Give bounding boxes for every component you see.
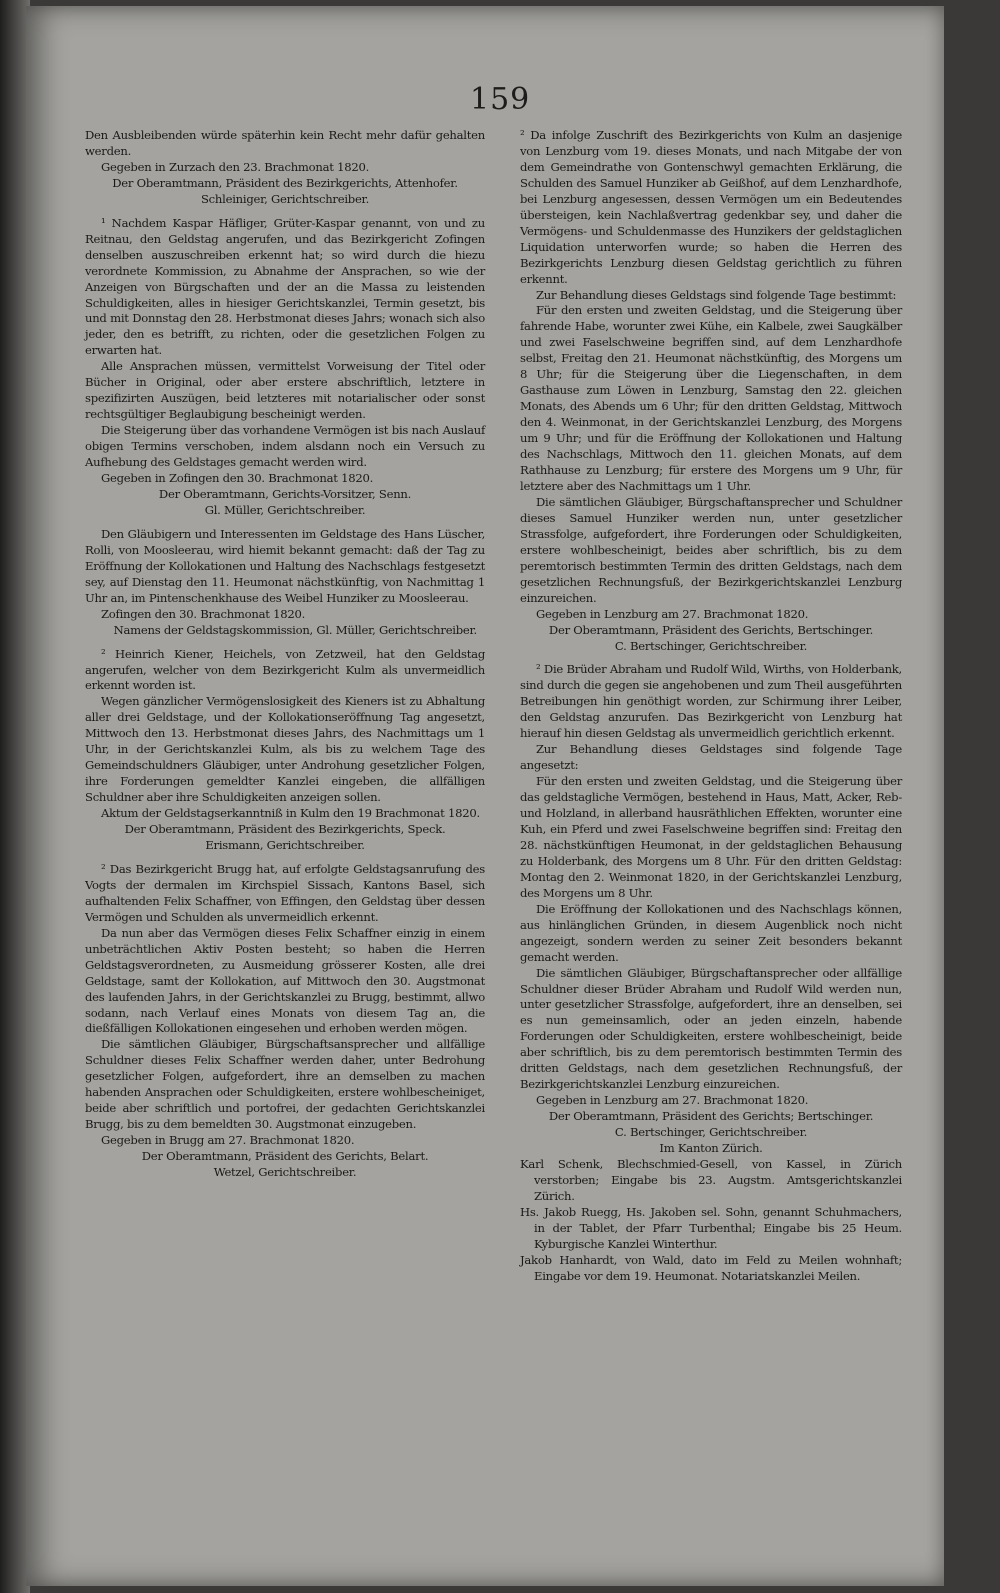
left-column (85, 128, 485, 1181)
notice-paragraph: Gegeben in Lenzburg am 27. Brachmonat 1820. (536, 606, 809, 621)
notice-paragraph: Den Ausbleibenden würde späterhin kein Recht mehr dafür gehalten werden. (85, 128, 485, 158)
notice-paragraph: Zur Behandlung dieses Geldstages sind folgende Tage angesetzt: (520, 742, 902, 773)
notice-paragraph: Der Oberamtmann, Präsident des Bezirkgerichts, Attenhofer. (112, 175, 458, 190)
notice-paragraph: ² Das Bezirkgericht Brugg hat, auf erfolgte Geldstagsanrufung des Vogts der dermalen im Kirchspiel Sissach, Kantons Basel, sich aufhaltenden Felix Schaffner, von Effingen, den Geldstag über dessen Vermögen und Schulden als unvermeidlich erkennt. (85, 861, 485, 924)
notice-paragraph: Hs. Jakob Ruegg, Hs. Jakoben sel. Sohn, genannt Schuhmachers, in der Tablet, der Pfarr Turbenthal; Eingabe bis 25 Heum. Kyburgische Kanzlei Winterthur. (520, 1204, 902, 1251)
right-column (520, 128, 902, 1285)
notice-paragraph: Wegen gänzlicher Vermögenslosigkeit des Kieners ist zu Abhaltung aller drei Geldstage, und der Kollokationseröffnung Tag angesetzt, Mittwoch den 13. Herbstmonat dieses Jahrs, des Nachmittags um 1 Uhr, in der Gerichtskanzlei Kulm, als bis zu welchem Tage des Gemeindschuldners Gläubiger, unter Androhung gesetzlicher Folgen, ihre Forderungen gemeldter Kanzlei eingeben, die allfälligen Schuldner aber ihre Schuldigkeiten anzeigen sollen. (85, 694, 485, 805)
notice-paragraph: Zur Behandlung dieses Geldstags sind folgende Tage bestimmt: (536, 287, 897, 302)
notice-paragraph: ² Die Brüder Abraham und Rudolf Wild, Wirths, von Holderbank, sind durch die gegen sie angehobenen und zum Theil ausgeführten Betreibungen hin genöthigt worden, zur Schirmung ihrer Leiber, den Geldstag anzurufen. Das Bezirkgericht von Lenzburg hat hierauf hin diesen Geldstag als unvermeidlich gerichtlich erkennt. (520, 662, 902, 741)
notice-paragraph: Die sämtlichen Gläubiger, Bürgschaftansprecher oder allfällige Schuldner dieser Brüder Abraham und Rudolf Wild werden nun, unter gesetzlicher Strassfolge, aufgefordert, ihre an denselben, sei es nun gemeinsamlich, oder an jeden einzeln, habende Forderungen oder Schuldigkeiten, erstere wohlbescheinigt, beide aber schriftlich, bis zu dem peremtorisch bestimmten Termin des dritten Geldstags, nach dem gesetzlichen Rechnungsfuß, der Bezirkgerichtskanzlei Lenzburg einzureichen. (520, 965, 902, 1092)
notice-paragraph: Zofingen den 30. Brachmonat 1820. (101, 606, 306, 621)
notice-paragraph: Namens der Geldstagskommission, Gl. Müller, Gerichtschreiber. (113, 622, 477, 637)
notice-paragraph: Erismann, Gerichtschreiber. (205, 837, 365, 852)
notice-paragraph: Gegeben in Brugg am 27. Brachmonat 1820. (101, 1133, 355, 1148)
notice-paragraph: Für den ersten und zweiten Geldstag, und die Steigerung über fahrende Habe, worunter zwei Kühe, ein Kalbele, zwei Saugkälber und zwei Faselschweine begriffen sind, auf dem Lenzhardhofe selbst, Freitag den 21. Heumonat nächstkünftig, des Morgens um 8 Uhr; für die Steigerung über die Liegenschaften, in dem Gasthause zum Löwen in Lenzburg, Samstag den 22. gleichen Monats, des Abends um 6 Uhr; für den dritten Geldstag, Mittwoch den 4. Weinmonat, in der Gerichtskanzlei Lenzburg, des Morgens um 9 Uhr; und für die Eröffnung der Kollokationen und Haltung des Nachschlags, Mittwoch den 11. gleichen Monats, auf dem Rathhause zu Lenzburg; für erstere des Morgens um 9 Uhr, für letztere aber des Nachmittags um 1 Uhr. (520, 303, 902, 493)
notice-paragraph: Die Eröffnung der Kollokationen und des Nachschlags können, aus hinlänglichen Gründen, in diesem Augenblick noch nicht angezeigt, sondern werden zu seiner Zeit besonders bekannt gemacht werden. (520, 901, 902, 964)
notice-paragraph: Gl. Müller, Gerichtschreiber. (204, 502, 366, 517)
notice-paragraph: Den Gläubigern und Interessenten im Geldstage des Hans Lüscher, Rolli, von Moosleerau, wird hiemit bekannt gemacht: daß der Tag zu Eröffnung der Kollokationen und Haltung des Nachschlags festgesetzt sey, auf Dienstag den 11. Heumonat nächstkünftig, von Nachmittag 1 Uhr an, im Pintenschenkhause des Weibel Hunziker zu Moosleerau. (85, 526, 485, 605)
notice-paragraph: Im Kanton Zürich. (659, 1141, 763, 1156)
notice-paragraph: Karl Schenk, Blechschmied-Gesell, von Kassel, in Zürich verstorben; Eingabe bis 23. Augstm. Amtsgerichtskanzlei Zürich. (520, 1157, 902, 1203)
notice-paragraph: Die sämtlichen Gläubiger, Bürgschaftsansprecher und allfällige Schuldner dieses Felix Schaffner werden daher, unter Bedrohung gesetzlicher Folgen, aufgefordert, ihre an demselben zu machen habenden Ansprachen oder Schuldigkeiten, erstere wohlbescheiniget, beide aber schriftlich und portofrei, der gedachten Gerichtskanzlei Brugg, bis zu dem bemeldten 30. Augstmonat einzugeben. (85, 1037, 485, 1132)
notice-paragraph: Alle Ansprachen müssen, vermittelst Vorweisung der Titel oder Bücher in Original, oder aber erstere abschriftlich, letztere in spezifizirten Auszügen, beid letzteres mit notarialischer oder sonst rechtsgültiger Beglaubigung bescheinigt werden. (85, 359, 485, 422)
notice-paragraph: Der Oberamtmann, Gerichts-Vorsitzer, Senn. (158, 486, 412, 501)
notice-paragraph: Der Oberamtmann, Präsident des Gerichts, Bertschinger. (548, 622, 874, 637)
notice-paragraph: Da nun aber das Vermögen dieses Felix Schaffner einzig in einem unbeträchtlichen Aktiv Posten besteht; so haben die Herren Geldstagsverordneten, zu Ausmeidung grösserer Kosten, alle drei Geldstage, samt der Kollokation, auf Mittwoch den 30. Augstmonat des laufenden Jahrs, in der Gerichtskanzlei zu Brugg, bestimmt, allwo sodann, nach Verlauf eines Monats von diesem Tag an, die dießfälligen Kollokationen eingesehen und erhoben werden mögen. (85, 925, 485, 1036)
notice-paragraph: Jakob Hanhardt, von Wald, dato im Feld zu Meilen wohnhaft; Eingabe vor dem 19. Heumonat. Notariatskanzlei Meilen. (520, 1252, 902, 1283)
notice-paragraph: C. Bertschinger, Gerichtschreiber. (614, 638, 808, 653)
notice-paragraph: Wetzel, Gerichtschreiber. (213, 1165, 357, 1180)
notice-paragraph: Aktum der Geldstagserkanntniß in Kulm den 19 Brachmonat 1820. (101, 806, 480, 821)
notice-paragraph: Die sämtlichen Gläubiger, Bürgschaftansprecher und Schuldner dieses Samuel Hunziker werden nun, unter gesetzlicher Strassfolge, aufgefordert, ihre Forderungen oder Schuldigkeiten, erstere wohlbescheinigt, beides aber schriftlich, bis zu dem peremtorisch bestimmten Termin des dritten Geldstags, nach dem gesetzlichen Rechnungsfuß, der Bezirkgerichtskanzlei Lenzburg einzureichen. (520, 494, 902, 605)
notice-paragraph: C. Bertschinger, Gerichtschreiber. (614, 1125, 808, 1140)
notice-paragraph: Für den ersten und zweiten Geldstag, und die Steigerung über das geldstagliche Vermögen, bestehend in Haus, Matt, Acker, Reb- und Holzland, in allerband hausräthlichen Effekten, worunter eine Kuh, ein Pferd und zwei Faselschweine begriffen sind: Freitag den 28. nächstkünftigen Heumonat, in der geldstaglichen Behausung zu Holderbank, des Morgens um 8 Uhr. Für den dritten Geldstag: Montag den 2. Weinmonat 1820, in der Gerichtskanzlei Lenzburg, des Morgens um 8 Uhr. (520, 774, 902, 900)
notice-paragraph: ² Heinrich Kiener, Heichels, von Zetzweil, hat den Geldstag angerufen, welcher von dem Bezirkgericht Kulm als unvermeidlich erkennt worden ist. (85, 646, 485, 693)
notice-paragraph: Der Oberamtmann, Präsident des Gerichts; Bertschinger. (548, 1109, 874, 1124)
notice-paragraph: ² Da infolge Zuschrift des Bezirkgerichts von Kulm an dasjenige von Lenzburg vom 19. dieses Monats, und nach Mitgabe der von dem Gemeindrathe von Gontenschwyl gemachten Erklärung, die Schulden des Samuel Hunziker ab Geißhof, auf dem Lenzhardhofe, bei Lenzburg angesessen, dessen Vermögen um ein Bedeutendes übersteigen, kein Nachlaßvertrag gedenkbar sey, und daher die Vermögens- und Schuldenmasse des Hunzikers der geldstaglichen Liquidation unterworfen wurde; so haben die Herren des Bezirkgerichts Lenzburg diesen Geldstag gerichtlich zu führen erkennt. (520, 128, 902, 286)
notice-paragraph: Gegeben in Zofingen den 30. Brachmonat 1820. (101, 471, 374, 486)
page-number: 159 (470, 82, 531, 117)
notice-paragraph: ¹ Nachdem Kaspar Häfliger, Grüter-Kaspar genannt, von und zu Reitnau, den Geldstag angerufen, und das Bezirkgericht Zofingen denselben auszuschreiben erkennt hat; so wird durch die hiezu verordnete Kommission, zu Abnahme der Ansprachen, so wie der Anzeigen von Bürgschaften und der an die Massa zu leistenden Schuldigkeiten, alles in hiesiger Gerichtskanzlei, Termin gesetzt, bis und mit Donnstag den 28. Herbstmonat dieses Jahrs; wonach sich also jeder, den es betrifft, zu richten, oder die gesetzlichen Folgen zu erwarten hat. (85, 215, 485, 358)
notice-paragraph: Der Oberamtmann, Präsident des Bezirkgerichts, Speck. (124, 822, 446, 837)
notice-paragraph: Gegeben in Lenzburg am 27. Brachmonat 1820. (536, 1093, 809, 1108)
notice-paragraph: Gegeben in Zurzach den 23. Brachmonat 1820. (101, 159, 370, 174)
notice-paragraph: Der Oberamtmann, Präsident des Gerichts, Belart. (141, 1149, 429, 1164)
notice-paragraph: Schleiniger, Gerichtschreiber. (200, 191, 370, 206)
notice-paragraph: Die Steigerung über das vorhandene Vermögen ist bis nach Auslauf obigen Termins verschoben, indem alsdann noch ein Versuch zu Aufhebung des Geldstages gemacht werden wird. (85, 423, 485, 470)
